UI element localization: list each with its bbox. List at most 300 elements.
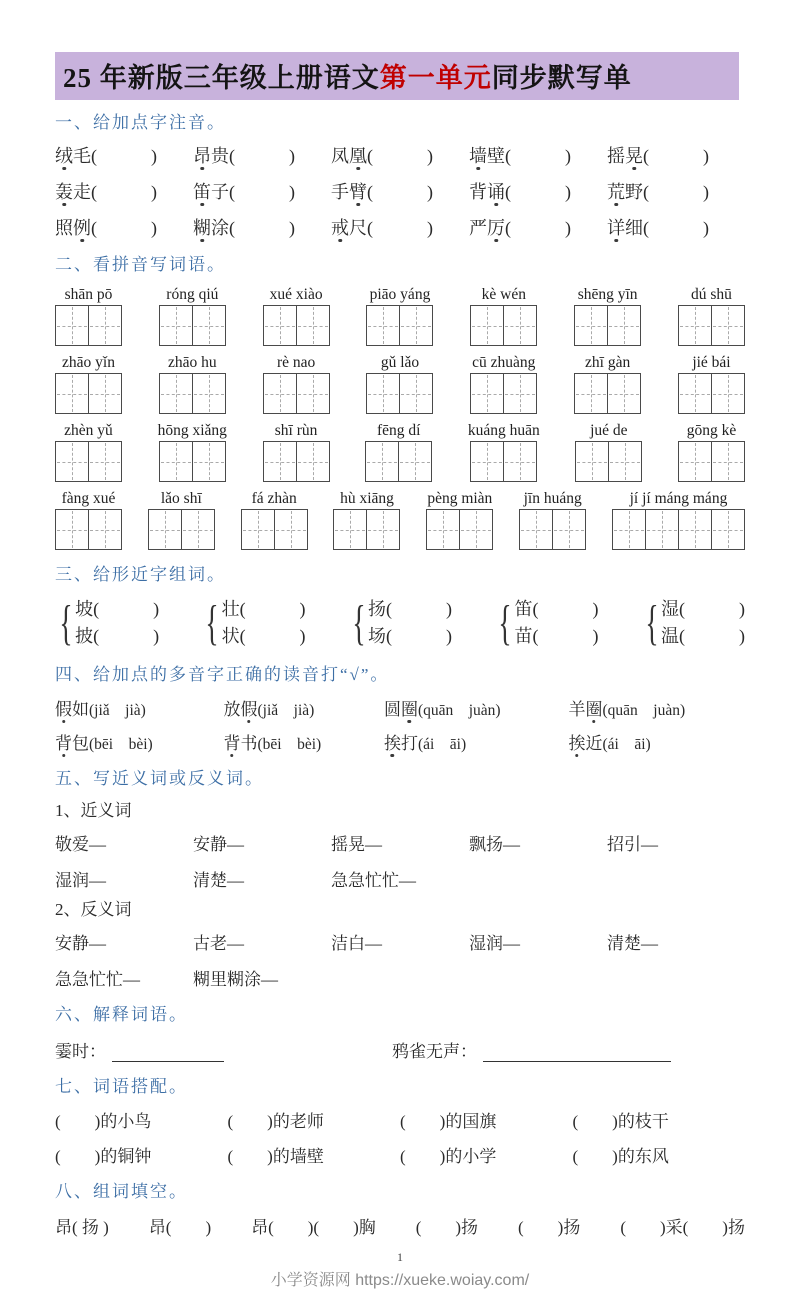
writing-cell[interactable] xyxy=(576,442,608,481)
pair-bottom xyxy=(368,623,452,650)
dotted-char: 挨 xyxy=(568,734,586,753)
section-polyphonic xyxy=(55,662,745,754)
polyphonic-item xyxy=(384,695,569,720)
word-pre: 凤 xyxy=(331,146,349,166)
writing-box xyxy=(612,509,745,550)
writing-box xyxy=(159,373,226,414)
answer-blank[interactable]: ( ) xyxy=(229,218,295,238)
answer-blank[interactable]: ( ) xyxy=(505,182,571,202)
writing-cell[interactable] xyxy=(459,510,492,549)
word-pre: 羊 xyxy=(568,700,586,719)
word-post: 走 xyxy=(73,182,91,202)
writing-cell[interactable] xyxy=(160,374,192,413)
word-match-item[interactable]: ( )的东风 xyxy=(572,1147,669,1166)
writing-box xyxy=(263,373,330,414)
word-match-item[interactable]: ( )的小学 xyxy=(400,1147,497,1166)
section-synonym-antonym xyxy=(55,766,745,990)
similar-char-group xyxy=(348,596,452,650)
antonym-item[interactable]: 糊里糊涂— xyxy=(193,970,278,989)
dotted-char: 墙 xyxy=(469,146,487,166)
writing-cell[interactable] xyxy=(264,442,296,481)
pinyin-word xyxy=(333,489,400,550)
word-match-item[interactable]: ( )的枝干 xyxy=(572,1112,669,1131)
writing-box xyxy=(55,305,122,346)
pinyin-label: kuáng huān xyxy=(467,422,540,439)
synonym-item[interactable]: 湿润— xyxy=(55,871,106,890)
annotation-item xyxy=(193,142,331,168)
section-7-heading: 七、词语搭配。 xyxy=(55,1077,188,1096)
writing-cell[interactable] xyxy=(264,374,296,413)
answer-blank[interactable]: ( ) xyxy=(678,599,745,619)
pinyin-label: piāo yáng xyxy=(369,286,431,303)
writing-cell[interactable] xyxy=(471,374,503,413)
pair-top xyxy=(515,596,599,623)
section-1-heading: 一、给加点字注音。 xyxy=(55,113,226,132)
annotation-item xyxy=(607,214,745,240)
pinyin-word xyxy=(470,353,537,414)
pinyin-word xyxy=(366,353,433,414)
writing-cell[interactable] xyxy=(678,510,711,549)
synonym-item[interactable]: 招引— xyxy=(607,835,658,854)
dotted-char: 例 xyxy=(73,218,91,238)
explain-row xyxy=(55,1037,745,1062)
char-top: 坡 xyxy=(75,599,94,619)
synonym-grid xyxy=(55,830,745,891)
polyphonic-item xyxy=(55,729,223,754)
fill-blank-item[interactable]: 昂( ) xyxy=(148,1218,212,1237)
pinyin-row-1 xyxy=(55,285,745,346)
word-pre: 手 xyxy=(331,182,349,202)
word-pre: 摇 xyxy=(607,146,625,166)
pinyin-label: shī rùn xyxy=(274,422,318,439)
writing-cell[interactable] xyxy=(471,442,503,481)
similar-char-group xyxy=(494,596,598,650)
pinyin-label: shān pō xyxy=(64,286,113,303)
char-top: 湿 xyxy=(660,599,679,619)
answer-blank[interactable]: ( ) xyxy=(367,218,433,238)
pinyin-word xyxy=(55,489,122,550)
writing-cell[interactable] xyxy=(711,442,744,481)
pinyin-word xyxy=(470,285,537,346)
fill-blank-item[interactable]: ( )扬 xyxy=(518,1218,581,1237)
writing-cell[interactable] xyxy=(56,306,88,345)
fill-blank-item[interactable]: 昂( )( )胸 xyxy=(251,1218,376,1237)
word-post: 如 xyxy=(72,700,89,719)
word-post: 壁 xyxy=(487,146,505,166)
pair-bottom xyxy=(515,623,599,650)
pinyin-label: xué xiào xyxy=(269,286,323,303)
word-post: 涂 xyxy=(211,218,229,238)
antonym-item[interactable]: 洁白— xyxy=(331,934,382,953)
fill-blank-row xyxy=(55,1213,745,1238)
char-pair xyxy=(222,596,306,650)
answer-blank[interactable]: ( ) xyxy=(367,146,433,166)
dotted-char: 凰 xyxy=(349,146,367,166)
annotation-item xyxy=(55,142,193,168)
pinyin-word xyxy=(263,421,330,482)
writing-cell[interactable] xyxy=(192,442,225,481)
antonym-grid xyxy=(55,929,745,990)
dotted-char: 详 xyxy=(607,218,625,238)
brace-glyph: { xyxy=(59,595,73,650)
pinyin-label: zhāo hu xyxy=(168,354,217,371)
writing-box xyxy=(470,441,537,482)
antonym-item[interactable]: 急急忙忙— xyxy=(55,970,140,989)
annotation-item xyxy=(331,178,469,204)
dotted-char: 荒 xyxy=(607,182,625,202)
writing-cell[interactable] xyxy=(645,510,678,549)
word-match-item[interactable]: ( )的小鸟 xyxy=(55,1112,152,1131)
pair-top xyxy=(368,596,452,623)
section-word-match xyxy=(55,1074,745,1167)
word-match-item[interactable]: ( )的老师 xyxy=(227,1112,324,1131)
similar-char-row xyxy=(55,596,745,650)
answer-blank[interactable]: ( ) xyxy=(505,146,571,166)
writing-box xyxy=(159,305,226,346)
word-match-item[interactable]: ( )的墙壁 xyxy=(227,1147,324,1166)
writing-box xyxy=(574,373,641,414)
polyphonic-grid xyxy=(55,695,745,754)
pronunciation-options[interactable]: (bēi bèi) xyxy=(89,736,153,753)
dotted-char: 晃 xyxy=(625,146,643,166)
word-post: 子 xyxy=(211,182,229,202)
similar-char-group xyxy=(201,596,305,650)
writing-box xyxy=(263,441,330,482)
section-similar-chars xyxy=(55,562,745,650)
pronunciation-options[interactable]: (bēi bèi) xyxy=(257,736,322,753)
pinyin-word xyxy=(263,353,330,414)
writing-cell[interactable] xyxy=(613,510,645,549)
answer-blank[interactable]: ( ) xyxy=(532,626,599,646)
synonym-subheading: 1、近义词 xyxy=(55,801,132,820)
pinyin-label: gōng kè xyxy=(686,422,737,439)
writing-cell[interactable] xyxy=(575,306,607,345)
pinyin-row-3 xyxy=(55,421,745,482)
pinyin-word xyxy=(55,285,122,346)
antonym-item[interactable]: 安静— xyxy=(55,934,106,953)
pinyin-label: rè nao xyxy=(277,354,316,371)
writing-cell[interactable] xyxy=(88,442,121,481)
writing-cell[interactable] xyxy=(398,442,431,481)
writing-cell[interactable] xyxy=(242,510,274,549)
pinyin-label: jīn huáng xyxy=(523,490,582,507)
answer-blank[interactable]: ( ) xyxy=(91,218,157,238)
pinyin-label: cū zhuàng xyxy=(472,354,536,371)
writing-box xyxy=(159,441,226,482)
pinyin-word xyxy=(426,489,493,550)
dotted-char: 圈 xyxy=(585,700,603,719)
writing-cell[interactable] xyxy=(503,442,536,481)
pinyin-word xyxy=(678,353,745,414)
char-pair xyxy=(661,596,745,650)
pinyin-word xyxy=(574,285,641,346)
writing-box xyxy=(241,509,308,550)
writing-cell[interactable] xyxy=(192,374,225,413)
writing-cell[interactable] xyxy=(471,306,503,345)
writing-cell[interactable] xyxy=(427,510,459,549)
section-fill-blank xyxy=(55,1179,745,1238)
page-number: 1 xyxy=(397,1250,403,1264)
writing-cell[interactable] xyxy=(607,306,640,345)
writing-cell[interactable] xyxy=(56,510,88,549)
section-6-heading: 六、解释词语。 xyxy=(55,1005,188,1024)
char-pair xyxy=(368,596,452,650)
writing-cell[interactable] xyxy=(274,510,307,549)
char-top: 壮 xyxy=(221,599,240,619)
word-pre: 圆 xyxy=(383,700,401,719)
word-match-item[interactable]: ( )的铜钟 xyxy=(55,1147,152,1166)
pinyin-label: hōng xiǎng xyxy=(157,422,227,439)
brace-glyph: { xyxy=(498,595,513,650)
polyphonic-item xyxy=(568,695,745,720)
pinyin-label: shēng yīn xyxy=(577,286,638,303)
title-post: 同步默写单 xyxy=(491,63,632,93)
dotted-char: 假 xyxy=(55,700,72,719)
section-5-heading: 五、写近义词或反义词。 xyxy=(55,769,264,788)
writing-cell[interactable] xyxy=(264,306,296,345)
pinyin-word xyxy=(241,489,308,550)
pronunciation-options[interactable]: (ái āi) xyxy=(602,736,651,753)
writing-cell[interactable] xyxy=(399,374,432,413)
answer-blank[interactable]: ( ) xyxy=(643,182,709,202)
synonym-item[interactable]: 飘扬— xyxy=(469,835,520,854)
pinyin-label: kè wén xyxy=(481,286,526,303)
writing-cell[interactable] xyxy=(56,374,88,413)
pinyin-label: pèng miàn xyxy=(427,490,493,507)
footer-site-link[interactable]: 小学资源网 https://xueke.woiay.com/ xyxy=(270,1272,530,1289)
char-bottom: 苗 xyxy=(514,626,533,646)
writing-cell[interactable] xyxy=(503,306,536,345)
word-post: 打 xyxy=(400,734,418,753)
pinyin-word xyxy=(55,353,122,414)
title-highlight: 第一单元 xyxy=(379,63,492,93)
char-top: 扬 xyxy=(368,599,387,619)
pinyin-word xyxy=(366,285,433,346)
similar-char-group xyxy=(55,596,159,650)
pair-bottom xyxy=(75,623,159,650)
brace-glyph: { xyxy=(205,595,220,650)
writing-cell[interactable] xyxy=(366,442,398,481)
answer-blank[interactable]: ( ) xyxy=(532,599,599,619)
pinyin-label: zhāo yǐn xyxy=(62,354,115,371)
writing-box xyxy=(333,509,400,550)
dotted-char: 轰 xyxy=(55,182,73,202)
dotted-char: 假 xyxy=(240,700,258,719)
dotted-char: 厉 xyxy=(487,218,505,238)
synonym-item[interactable]: 急急忙忙— xyxy=(331,871,416,890)
pair-top xyxy=(222,596,306,623)
word-post: 毛 xyxy=(73,146,91,166)
polyphonic-item xyxy=(568,729,745,754)
writing-cell[interactable] xyxy=(367,374,399,413)
dotted-char: 挨 xyxy=(383,734,401,753)
pinyin-word xyxy=(148,489,215,550)
pinyin-label: jí jí máng máng xyxy=(629,490,728,507)
answer-blank[interactable]: ( ) xyxy=(678,626,745,646)
word-pre: 背 xyxy=(469,182,487,202)
writing-cell[interactable] xyxy=(334,510,366,549)
pronunciation-options[interactable]: (quān juàn) xyxy=(602,702,686,719)
writing-box xyxy=(678,441,745,482)
pinyin-word xyxy=(159,285,226,346)
synonym-item[interactable]: 安静— xyxy=(193,835,244,854)
writing-cell[interactable] xyxy=(503,374,536,413)
writing-cell[interactable] xyxy=(160,306,192,345)
pinyin-label: fá zhàn xyxy=(251,490,297,507)
answer-blank[interactable]: ( ) xyxy=(239,599,306,619)
pinyin-word xyxy=(159,353,226,414)
pinyin-label: hù xiāng xyxy=(340,490,394,507)
pinyin-label: gǔ lǎo xyxy=(380,354,420,371)
char-pair xyxy=(515,596,599,650)
synonym-item[interactable]: 摇晃— xyxy=(331,835,382,854)
word-post: 书 xyxy=(240,734,258,753)
char-pair xyxy=(75,596,159,650)
writing-box xyxy=(263,305,330,346)
writing-cell[interactable] xyxy=(679,306,711,345)
annotation-item xyxy=(607,142,745,168)
pronunciation-options[interactable]: (ái āi) xyxy=(417,736,467,753)
answer-blank[interactable]: ( ) xyxy=(386,599,453,619)
answer-blank[interactable]: ( ) xyxy=(239,626,306,646)
pinyin-row-2 xyxy=(55,353,745,414)
writing-cell[interactable] xyxy=(192,306,225,345)
pinyin-label: dú shū xyxy=(691,286,732,303)
answer-line[interactable] xyxy=(112,1047,224,1062)
writing-cell[interactable] xyxy=(711,306,744,345)
writing-cell[interactable] xyxy=(56,442,88,481)
pronunciation-options[interactable]: (jiǎ jià) xyxy=(257,702,315,719)
synonym-item[interactable]: 敬爱— xyxy=(55,835,106,854)
writing-box xyxy=(574,305,641,346)
writing-cell[interactable] xyxy=(520,510,552,549)
char-bottom: 状 xyxy=(221,626,240,646)
writing-box xyxy=(470,305,537,346)
polyphonic-item xyxy=(223,695,383,720)
writing-cell[interactable] xyxy=(296,442,329,481)
answer-blank[interactable]: ( ) xyxy=(93,626,160,646)
writing-cell[interactable] xyxy=(88,374,121,413)
annotation-item xyxy=(469,178,607,204)
writing-box xyxy=(55,441,122,482)
writing-cell[interactable] xyxy=(399,306,432,345)
pinyin-label: fēng dí xyxy=(376,422,421,439)
answer-blank[interactable]: ( ) xyxy=(643,146,709,166)
brace-glyph: { xyxy=(352,595,366,650)
char-bottom: 披 xyxy=(75,626,94,646)
polyphonic-item xyxy=(384,729,569,754)
answer-blank[interactable]: ( ) xyxy=(91,182,157,202)
writing-box xyxy=(519,509,586,550)
annotation-item xyxy=(193,178,331,204)
pronunciation-options[interactable]: (jiǎ jià) xyxy=(89,702,146,719)
synonym-item[interactable]: 清楚— xyxy=(193,871,244,890)
writing-box xyxy=(575,441,642,482)
char-bottom: 场 xyxy=(368,626,387,646)
writing-cell[interactable] xyxy=(160,442,192,481)
answer-line[interactable] xyxy=(483,1047,671,1062)
word-match-item[interactable]: ( )的国旗 xyxy=(400,1112,497,1131)
antonym-item[interactable]: 湿润— xyxy=(469,934,520,953)
pronunciation-options[interactable]: (quān juàn) xyxy=(417,702,501,719)
answer-blank[interactable]: ( ) xyxy=(505,218,571,238)
annotation-item xyxy=(193,214,331,240)
writing-cell[interactable] xyxy=(367,306,399,345)
fill-blank-item[interactable]: 昂( 扬 ) xyxy=(55,1218,109,1237)
pinyin-label: jié bái xyxy=(692,354,731,371)
writing-box xyxy=(365,441,432,482)
pinyin-word xyxy=(575,421,642,482)
dotted-char: 绒 xyxy=(55,146,73,166)
section-pinyin-annotation xyxy=(55,110,745,240)
dotted-char: 臂 xyxy=(349,182,367,202)
writing-cell[interactable] xyxy=(711,510,744,549)
answer-blank[interactable]: ( ) xyxy=(643,218,709,238)
answer-blank[interactable]: ( ) xyxy=(229,182,295,202)
antonym-subheading: 2、反义词 xyxy=(55,900,132,919)
writing-cell[interactable] xyxy=(607,374,640,413)
writing-cell[interactable] xyxy=(679,374,711,413)
writing-cell[interactable] xyxy=(88,306,121,345)
writing-cell[interactable] xyxy=(88,510,121,549)
writing-cell[interactable] xyxy=(296,374,329,413)
section-write-words xyxy=(55,252,745,550)
annotation-item xyxy=(607,178,745,204)
answer-blank[interactable]: ( ) xyxy=(91,146,157,166)
dotted-char: 背 xyxy=(223,734,241,753)
pinyin-label: jué de xyxy=(590,422,628,439)
word-pre: 照 xyxy=(55,218,73,238)
section-2-heading: 二、看拼音写词语。 xyxy=(55,255,226,274)
writing-cell[interactable] xyxy=(679,442,711,481)
answer-blank[interactable]: ( ) xyxy=(386,626,453,646)
writing-cell[interactable] xyxy=(711,374,744,413)
writing-cell[interactable] xyxy=(575,374,607,413)
dotted-char: 笛 xyxy=(193,182,211,202)
pinyin-word xyxy=(612,489,745,550)
section-explain-words xyxy=(55,1002,745,1062)
antonym-item[interactable]: 古老— xyxy=(193,934,244,953)
word-pre: 放 xyxy=(223,700,241,719)
fill-blank-item[interactable]: ( )采( )扬 xyxy=(620,1218,745,1237)
writing-cell[interactable] xyxy=(149,510,181,549)
pinyin-label: fàng xué xyxy=(61,490,116,507)
pinyin-word xyxy=(263,285,330,346)
pinyin-word xyxy=(468,421,540,482)
writing-box xyxy=(470,373,537,414)
writing-cell[interactable] xyxy=(552,510,585,549)
writing-cell[interactable] xyxy=(181,510,214,549)
antonym-item[interactable]: 清楚— xyxy=(607,934,658,953)
pinyin-word xyxy=(55,421,122,482)
word-post: 贵 xyxy=(211,146,229,166)
writing-cell[interactable] xyxy=(296,306,329,345)
answer-blank[interactable]: ( ) xyxy=(93,599,160,619)
brace-glyph: { xyxy=(645,595,659,650)
pair-bottom xyxy=(661,623,745,650)
writing-cell[interactable] xyxy=(608,442,641,481)
writing-cell[interactable] xyxy=(366,510,399,549)
answer-blank[interactable]: ( ) xyxy=(367,182,433,202)
title-pre: 25 年新版三年级上册语文 xyxy=(63,63,380,93)
word-post: 野 xyxy=(625,182,643,202)
fill-blank-item[interactable]: ( )扬 xyxy=(415,1218,479,1237)
term-label: 霎时： xyxy=(55,1042,106,1061)
answer-blank[interactable]: ( ) xyxy=(229,146,295,166)
annotation-item xyxy=(55,214,193,240)
char-bottom: 温 xyxy=(660,626,679,646)
word-match-grid xyxy=(55,1107,745,1167)
